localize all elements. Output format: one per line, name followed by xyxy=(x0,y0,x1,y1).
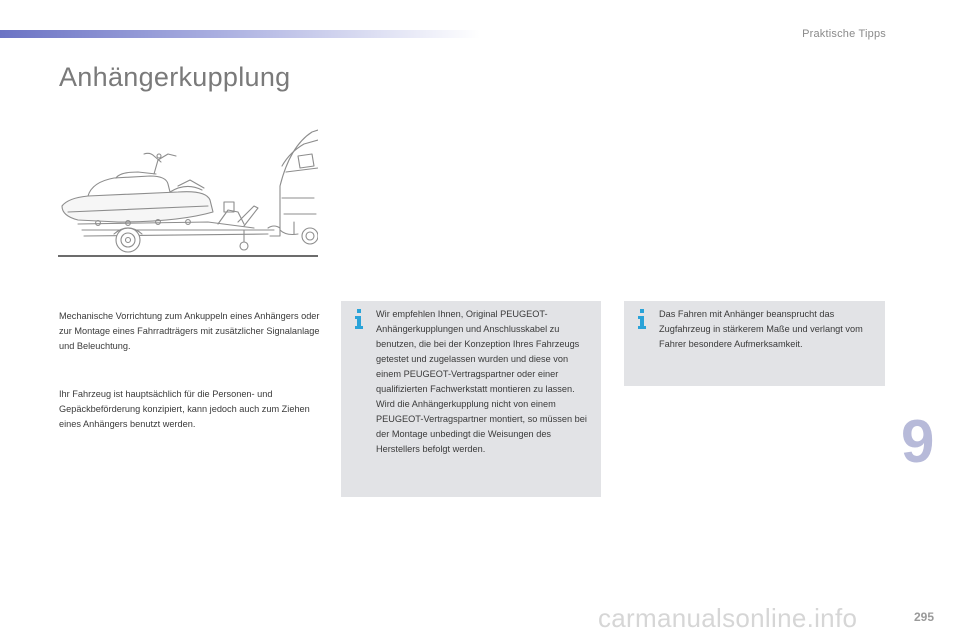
info-icon xyxy=(636,309,648,329)
header-accent-bar xyxy=(0,30,480,38)
info-icon xyxy=(353,309,365,329)
chapter-number: 9 xyxy=(901,408,935,475)
section-title: Praktische Tipps xyxy=(802,28,886,40)
page-number: 295 xyxy=(914,610,935,624)
info-text-recommendation: Wir empfehlen Ihnen, Original PEUGEOT-Anhängerkupplungen und Anschlusskabel zu benutzen, die bei der Konzeption Ihres Fahrzeugs getestet und zugelassen wurden und diese von einem PEUGEOT-Vertragspartner oder einer qualifizierten Fachwerkstatt montieren zu lassen. Wird die Anhängerkupplung nicht von einem PEUGEOT-Vertragspartner montiert, so müssen bei der Montage unbedingt die Weisungen des Herstellers befolgt werden. xyxy=(376,309,587,454)
watermark: carmanualsonline.info xyxy=(598,603,858,633)
paragraph-usage: Ihr Fahrzeug ist hauptsächlich für die Personen- und Gepäckbeförderung konzipiert, kann jedoch auch zum Ziehen eines Anhängers benutzt werden. xyxy=(59,389,310,430)
trailer-illustration xyxy=(58,126,318,260)
info-box-driving xyxy=(624,301,885,386)
info-text-driving: Das Fahren mit Anhänger beansprucht das Zugfahrzeug in stärkerem Maße und verlangt vom Fahrer besondere Aufmerksamkeit. xyxy=(659,309,863,349)
page-title: Anhängerkupplung xyxy=(59,62,291,92)
paragraph-description: Mechanische Vorrichtung zum Ankuppeln eines Anhängers oder zur Montage eines Fahrradträgers mit zusätzlicher Signalanlage und Beleuchtung. xyxy=(59,311,320,352)
info-box-recommendation xyxy=(341,301,601,497)
